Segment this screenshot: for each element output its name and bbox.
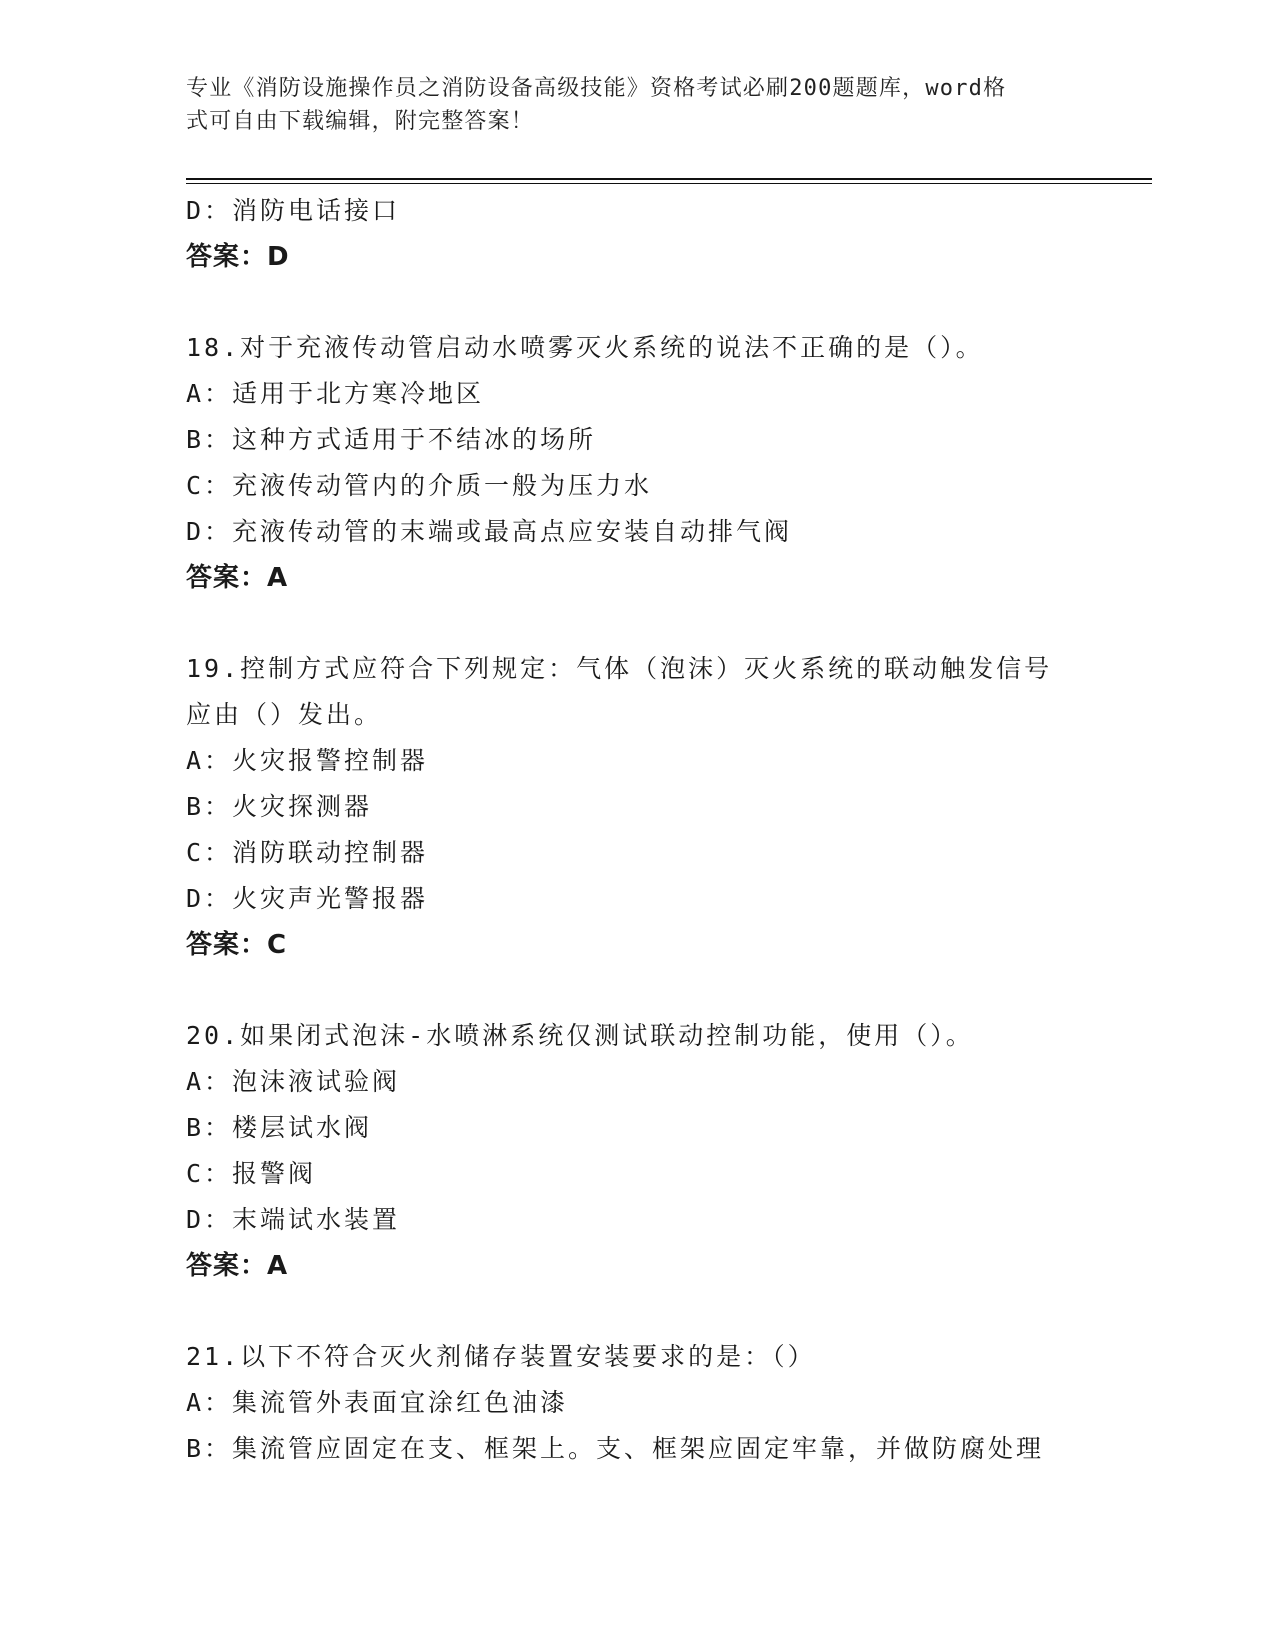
question-stem: 21.以下不符合灭火剂储存装置安装要求的是：（）	[186, 1342, 816, 1371]
header-line-1: 专业《消防设施操作员之消防设备高级技能》资格考试必刷200题题库，word格	[186, 76, 1007, 101]
option-a: A：适用于北方寒冷地区	[186, 379, 485, 408]
question-18	[186, 325, 1136, 601]
option-b: B：火灾探测器	[186, 792, 373, 821]
option-d: D：末端试水装置	[186, 1205, 401, 1234]
option-a: A：集流管外表面宜涂红色油漆	[186, 1388, 569, 1417]
question-20	[186, 1013, 1136, 1289]
option-b: B：楼层试水阀	[186, 1113, 373, 1142]
answer: 答案：A	[186, 1251, 289, 1281]
option-a: A：火灾报警控制器	[186, 746, 429, 775]
question-stem: 19.控制方式应符合下列规定：气体（泡沫）灭火系统的联动触发信号	[186, 654, 1053, 683]
option-c: C：充液传动管内的介质一般为压力水	[186, 471, 653, 500]
option-b: B：这种方式适用于不结冰的场所	[186, 425, 597, 454]
option-b: B：集流管应固定在支、框架上。支、框架应固定牢靠，并做防腐处理	[186, 1434, 1045, 1463]
option-d: D：消防电话接口	[186, 196, 401, 225]
option-c: C：消防联动控制器	[186, 838, 429, 867]
answer: 答案：D	[186, 242, 290, 272]
header-rule-thin	[186, 183, 1152, 184]
option-c: C：报警阀	[186, 1159, 317, 1188]
question-stem: 20.如果闭式泡沫-水喷淋系统仅测试联动控制功能，使用（）。	[186, 1021, 974, 1050]
question-stem: 18.对于充液传动管启动水喷雾灭火系统的说法不正确的是（）。	[186, 333, 984, 362]
header-rule-thick	[186, 178, 1152, 180]
question-19	[186, 646, 1136, 968]
question-21	[186, 1334, 1136, 1472]
answer: 答案：A	[186, 563, 289, 593]
question-stem-continued: 应由（）发出。	[186, 700, 383, 729]
question-17-fragment	[186, 188, 1136, 280]
header-line-2: 式可自由下载编辑，附完整答案！	[186, 109, 535, 134]
option-d: D：充液传动管的末端或最高点应安装自动排气阀	[186, 517, 793, 546]
option-d: D：火灾声光警报器	[186, 884, 429, 913]
document-body	[186, 188, 1136, 1472]
option-a: A：泡沫液试验阀	[186, 1067, 401, 1096]
document-header	[186, 72, 1086, 138]
answer: 答案：C	[186, 930, 288, 960]
